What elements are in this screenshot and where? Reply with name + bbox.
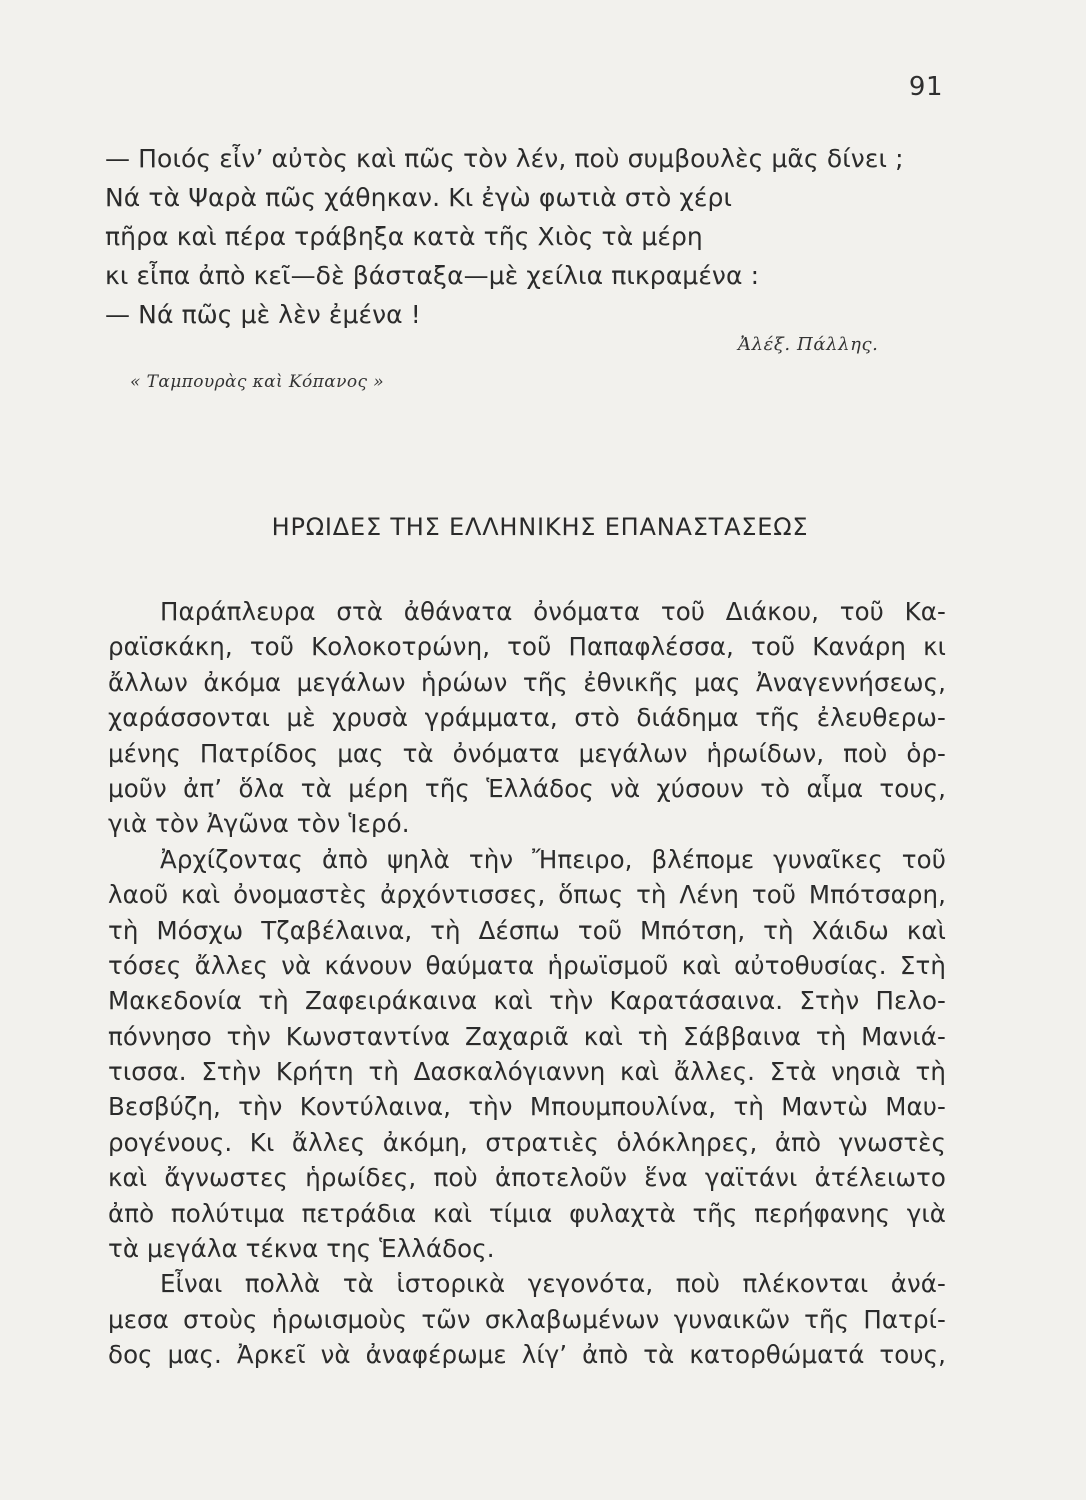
poem-line: πῆρα καὶ πέρα τράβηξα κατὰ τῆς Χιὸς τὰ μέρη: [105, 222, 703, 251]
text-line: τισσα. Στὴν Κρήτη τὴ Δασκαλόγιαννη καὶ ἄλλες. Στὰ νησιὰ τὴ: [108, 1057, 946, 1087]
text-line: μένης Πατρίδος μας τὰ ὀνόματα μεγάλων ἡρωίδων, ποὺ ὁρ-: [108, 738, 946, 768]
text-line: τὴ Μόσχω Τζαβέλαινα, τὴ Δέσπω τοῦ Μπότση, τὴ Χάιδω καὶ: [108, 915, 946, 945]
poem-line: Νά τὰ Ψαρὰ πῶς χάθηκαν. Κι ἐγὼ φωτιὰ στὸ χέρι: [105, 183, 733, 212]
text-line: Βεσβύζη, τὴν Κοντύλαινα, τὴν Μπουμπουλίνα, τὴ Μαντὼ Μαυ-: [108, 1092, 946, 1122]
poem-line: — Νά πῶς μὲ λὲν ἐμένα !: [105, 300, 421, 329]
text-line: γιὰ τὸν Ἀγῶνα τὸν Ἱερό.: [108, 809, 410, 839]
page-number: 91: [908, 72, 943, 102]
text-line: Εἶναι πολλὰ τὰ ἱστορικὰ γεγονότα, ποὺ πλέκονται ἀνά-: [160, 1269, 946, 1299]
section-heading: ΗΡΩΙΔΕΣ ΤΗΣ ΕΛΛΗΝΙΚΗΣ ΕΠΑΝΑΣΤΑΣΕΩΣ: [271, 513, 809, 541]
text-line: Μακεδονία τὴ Ζαφειράκαινα καὶ τὴν Καρατάσαινα. Στὴν Πελο-: [108, 986, 946, 1016]
text-line: χαράσσονται μὲ χρυσὰ γράμματα, στὸ διάδημα τῆς ἐλευθερω-: [108, 703, 946, 733]
body-text: [108, 594, 946, 1373]
poem-line: — Ποιός εἶν’ αὐτὸς καὶ πῶς τὸν λέν, ποὺ συμβουλὲς μᾶς δίνει ;: [105, 144, 904, 173]
text-line: ραϊσκάκη, τοῦ Κολοκοτρώνη, τοῦ Παπαφλέσσα, τοῦ Κανάρη κι: [108, 632, 946, 662]
text-line: Παράπλευρα στὰ ἀθάνατα ὀνόματα τοῦ Διάκου, τοῦ Κα-: [160, 597, 946, 626]
text-line: δος μας. Ἀρκεῖ νὰ ἀναφέρωμε λίγ’ ἀπὸ τὰ κατορθώματά τους,: [108, 1340, 946, 1370]
poem-author: Ἀλέξ. Πάλλης.: [738, 334, 879, 355]
text-line: μεσα στοὺς ἡρωισμοὺς τῶν σκλαβωμένων γυναικῶν τῆς Πατρί-: [108, 1304, 946, 1334]
poem-line: κι εἶπα ἀπὸ κεῖ—δὲ βάσταξα—μὲ χείλια πικραμένα :: [105, 261, 760, 290]
poem-source: « Ταμπουρὰς καὶ Κόπανος »: [130, 372, 384, 392]
text-line: τόσες ἄλλες νὰ κάνουν θαύματα ἡρωϊσμοῦ καὶ αὐτοθυσίας. Στὴ: [108, 950, 946, 980]
text-line: Ἀρχίζοντας ἀπὸ ψηλὰ τὴν Ἤπειρο, βλέπομε γυναῖκες τοῦ: [160, 844, 946, 874]
text-line: τὰ μεγάλα τέκνα της Ἑλλάδος.: [108, 1234, 495, 1264]
text-line: ἄλλων ἀκόμα μεγάλων ἡρώων τῆς ἐθνικῆς μας Ἀναγεννήσεως,: [108, 667, 946, 697]
text-line: καὶ ἄγνωστες ἡρωίδες, ποὺ ἀποτελοῦν ἕνα γαϊτάνι ἀτέλειωτο: [108, 1163, 946, 1193]
poem-excerpt: [105, 139, 965, 334]
text-line: μοῦν ἀπ’ ὅλα τὰ μέρη τῆς Ἑλλάδος νὰ χύσουν τὸ αἷμα τους,: [108, 773, 946, 803]
text-line: πόννησο τὴν Κωνσταντίνα Ζαχαριᾶ καὶ τὴ Σάββαινα τὴ Μανιά-: [108, 1021, 946, 1051]
text-line: ἀπὸ πολύτιμα πετράδια καὶ τίμια φυλαχτὰ τῆς περήφανης γιὰ: [108, 1198, 946, 1228]
text-line: ρογένους. Κι ἄλλες ἀκόμη, στρατιὲς ὁλόκληρες, ἀπὸ γνωστὲς: [108, 1127, 946, 1157]
text-line: λαοῦ καὶ ὀνομαστὲς ἀρχόντισσες, ὅπως τὴ Λένη τοῦ Μπότσαρη,: [108, 880, 946, 910]
